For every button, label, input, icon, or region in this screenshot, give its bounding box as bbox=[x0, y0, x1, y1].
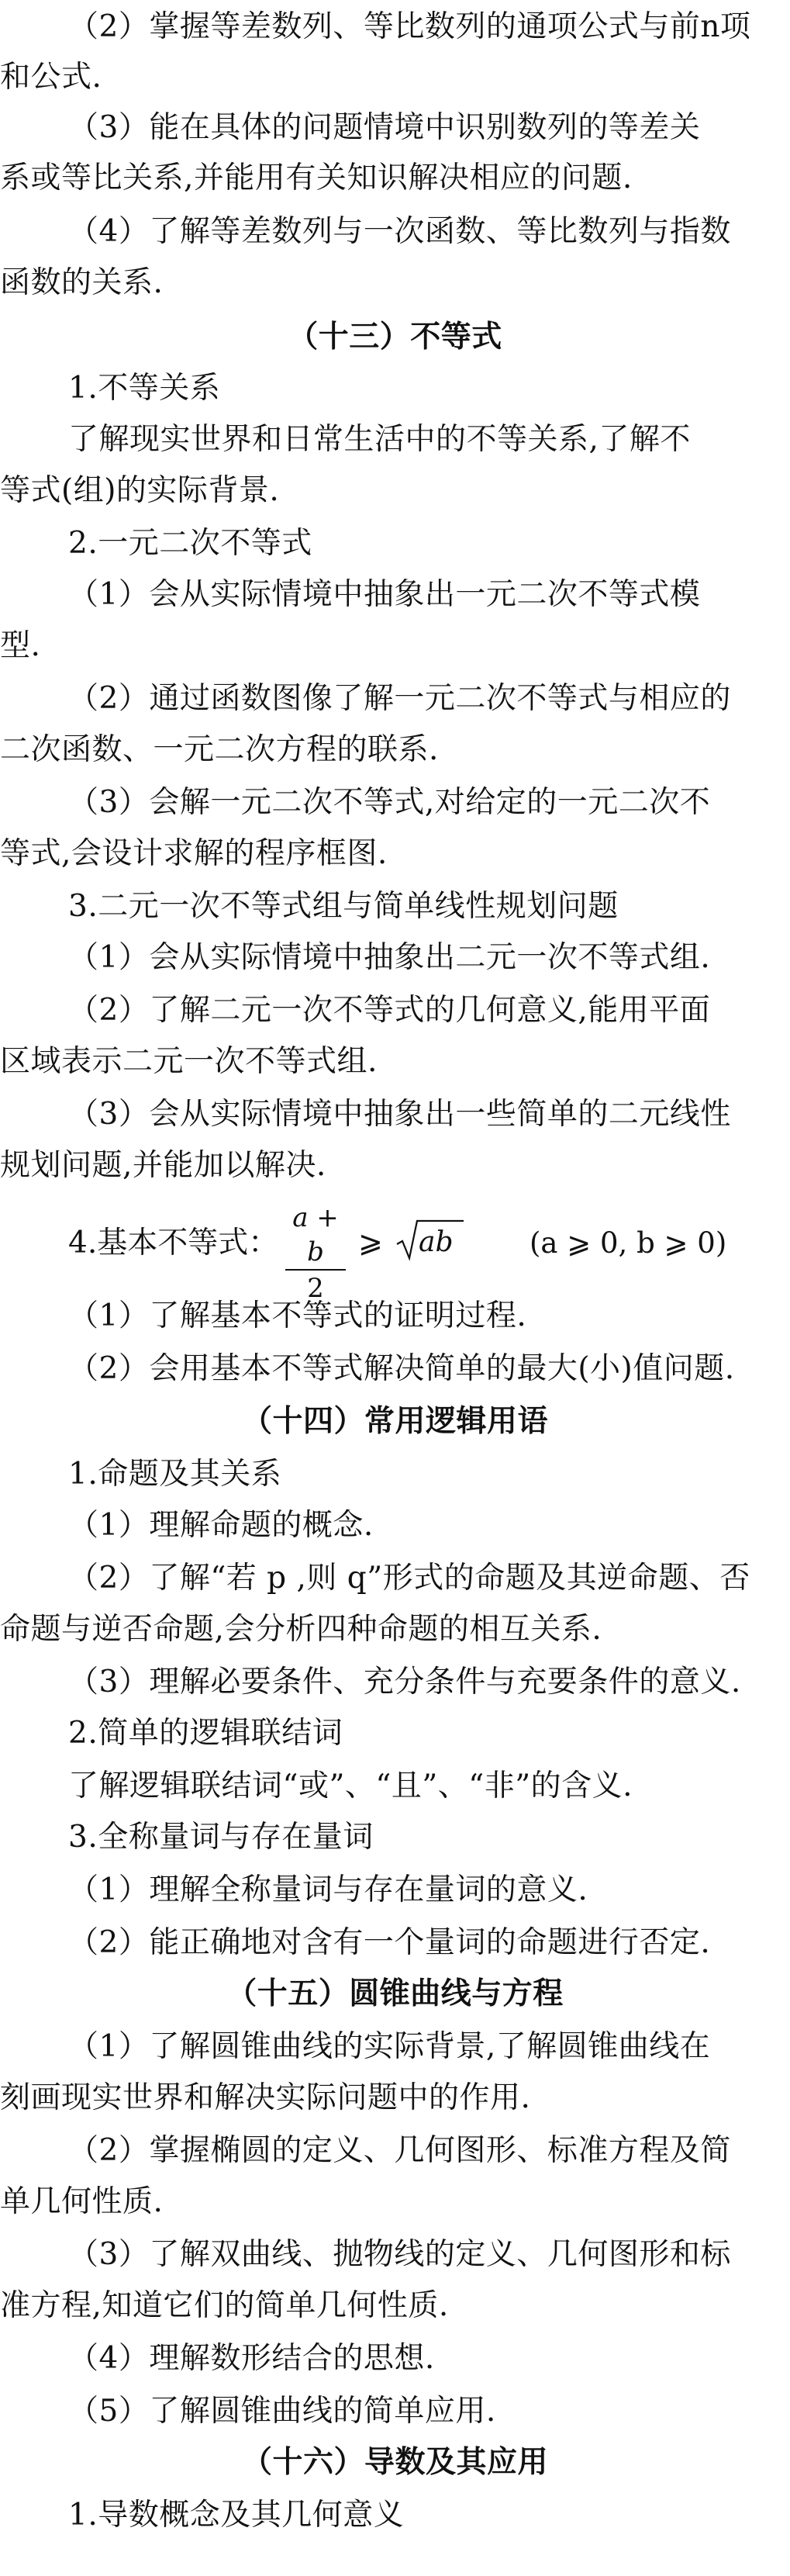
text-line: （3）理解必要条件、充分条件与充要条件的意义. bbox=[68, 1665, 741, 1699]
text-line: 单几何性质. bbox=[0, 2184, 164, 2219]
text-line: 二次函数、一元二次方程的联系. bbox=[0, 732, 439, 767]
text-line: 刻画现实世界和解决实际问题中的作用. bbox=[0, 2080, 531, 2115]
text-line: （2）能正确地对含有一个量词的命题进行否定. bbox=[68, 1925, 711, 1960]
subsection-heading: 3.全称量词与存在量词 bbox=[68, 1820, 374, 1855]
subsection-heading: 2.简单的逻辑联结词 bbox=[68, 1716, 343, 1751]
text-line: 规划问题,并能加以解决. bbox=[0, 1148, 326, 1183]
fraction-numerator: a + b bbox=[292, 1202, 339, 1267]
formula-condition: (a ⩾ 0, b ⩾ 0) bbox=[530, 1226, 727, 1260]
text-line: （2）掌握等差数列、等比数列的通项公式与前n项 bbox=[68, 9, 751, 44]
text-line: 系或等比关系,并能用有关知识解决相应的问题. bbox=[0, 161, 633, 195]
text-line: （1）理解全称量词与存在量词的意义. bbox=[68, 1872, 588, 1907]
text-line: （2）通过函数图像了解一元二次不等式与相应的 bbox=[68, 681, 731, 716]
text-line: （3）会从实际情境中抽象出一些简单的二元线性 bbox=[68, 1097, 731, 1132]
text-line: 等式(组)的实际背景. bbox=[0, 473, 280, 508]
text-line: 等式,会设计求解的程序框图. bbox=[0, 836, 388, 871]
text-line: 准方程,知道它们的简单几何性质. bbox=[0, 2288, 449, 2323]
subsection-heading: 3.二元一次不等式组与简单线性规划问题 bbox=[68, 889, 619, 924]
section-heading: （十三）不等式 bbox=[288, 320, 502, 354]
text-line: 和公式. bbox=[0, 60, 102, 95]
text-line: （2）掌握椭圆的定义、几何图形、标准方程及简 bbox=[68, 2133, 731, 2168]
text-line: 命题与逆否命题,会分析四种命题的相互关系. bbox=[0, 1612, 602, 1647]
text-line: （5）了解圆锥曲线的简单应用. bbox=[68, 2394, 496, 2429]
text-line: （1）了解基本不等式的证明过程. bbox=[68, 1298, 527, 1333]
text-line: 了解逻辑联结词“或”、“且”、“非”的含义. bbox=[68, 1769, 633, 1803]
section-heading: （十六）导数及其应用 bbox=[241, 2445, 548, 2480]
fraction-denominator: 2 bbox=[307, 1273, 324, 1304]
text-line: 型. bbox=[0, 628, 41, 663]
section-heading: （十五）圆锥曲线与方程 bbox=[226, 1976, 564, 2011]
relation-symbol: ⩾ bbox=[358, 1225, 383, 1259]
text-line: （1）了解圆锥曲线的实际背景,了解圆锥曲线在 bbox=[68, 2029, 711, 2064]
subsection-heading: 1.不等关系 bbox=[68, 371, 221, 406]
text-line: （3）了解双曲线、抛物线的定义、几何图形和标 bbox=[68, 2237, 731, 2272]
text-line: （3）会解一元二次不等式,对给定的一元二次不 bbox=[68, 785, 711, 820]
text-line: （1）会从实际情境中抽象出二元一次不等式组. bbox=[68, 940, 711, 975]
basic-inequality-formula bbox=[0, 1195, 790, 1304]
text-line: 了解现实世界和日常生活中的不等关系,了解不 bbox=[68, 422, 691, 457]
text-line: （1）会从实际情境中抽象出一元二次不等式模 bbox=[68, 577, 701, 612]
radicand: ab bbox=[419, 1226, 454, 1258]
text-line: （2）会用基本不等式解决简单的最大(小)值问题. bbox=[68, 1351, 735, 1386]
text-line: （2）了解“若 p ,则 q”形式的命题及其逆命题、否 bbox=[68, 1561, 750, 1596]
subsection-heading: 1.命题及其关系 bbox=[68, 1457, 282, 1492]
subsection-heading: 1.导数概念及其几何意义 bbox=[68, 2498, 405, 2533]
formula-label: 4.基本不等式： bbox=[68, 1226, 279, 1260]
text-line: （3）能在具体的问题情境中识别数列的等差关 bbox=[68, 110, 701, 145]
text-line: （1）理解命题的概念. bbox=[68, 1508, 374, 1543]
text-line: 函数的关系. bbox=[0, 265, 164, 300]
text-line: 区域表示二元一次不等式组. bbox=[0, 1044, 378, 1079]
text-line: （4）理解数形结合的思想. bbox=[68, 2341, 435, 2376]
text-line: （2）了解二元一次不等式的几何意义,能用平面 bbox=[68, 993, 711, 1028]
section-heading: （十四）常用逻辑用语 bbox=[241, 1404, 548, 1439]
subsection-heading: 2.一元二次不等式 bbox=[68, 526, 312, 561]
text-line: （4）了解等差数列与一次函数、等比数列与指数 bbox=[68, 214, 731, 249]
